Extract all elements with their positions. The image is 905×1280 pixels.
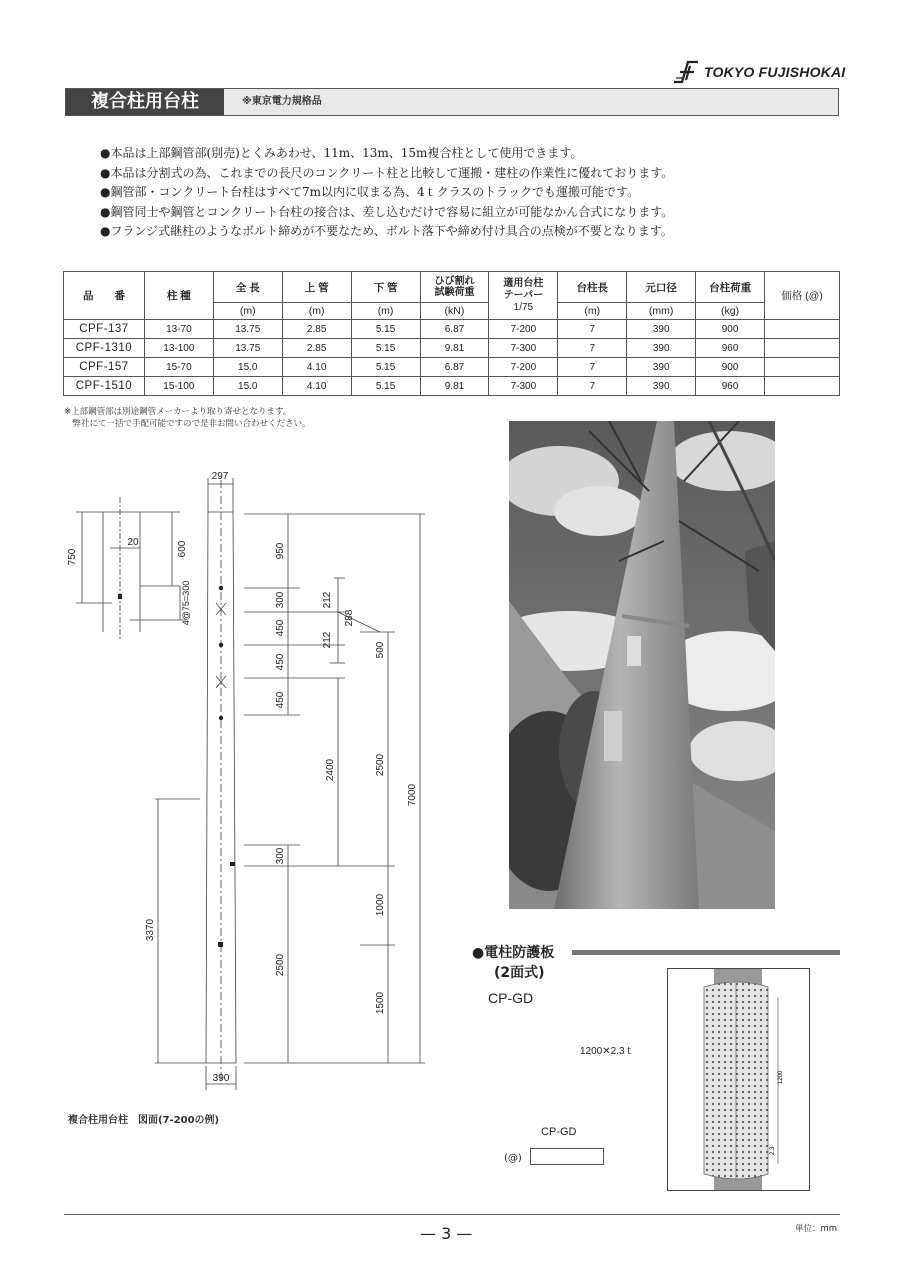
cell-total: 13.75 bbox=[213, 320, 282, 339]
col-header-price: 価格 (@) bbox=[765, 272, 840, 320]
dim-2500b: 2500 bbox=[275, 953, 286, 977]
page-title: 複合柱用台柱 bbox=[66, 89, 224, 115]
dim-300a: 300 bbox=[275, 591, 286, 609]
col-header-base-dia: 元口径 bbox=[627, 272, 696, 303]
detail-outline bbox=[103, 512, 140, 632]
footnote bbox=[64, 406, 311, 430]
fujishokai-logo-icon bbox=[672, 58, 700, 84]
dim-450c: 450 bbox=[275, 691, 286, 709]
cell-weight: 960 bbox=[696, 377, 765, 396]
col-header-code: 品 番 bbox=[64, 272, 145, 320]
dim-500: 500 bbox=[375, 641, 386, 659]
cell-crack: 6.87 bbox=[420, 358, 489, 377]
cell-code: CPF-1310 bbox=[64, 339, 145, 358]
feature-item: ●本品は上部鋼管部(別売)とくみあわせ、11m、13m、15m複合柱として使用できます。 bbox=[100, 146, 583, 160]
dim-212b: 212 bbox=[322, 631, 333, 649]
dim-2500a: 2500 bbox=[375, 753, 386, 777]
protector-code-label: CP-GD bbox=[541, 1126, 577, 1138]
unit-lower: (m) bbox=[351, 303, 420, 320]
footer-rule bbox=[64, 1214, 840, 1215]
cell-base-len: 7 bbox=[558, 377, 627, 396]
dim-2400: 2400 bbox=[325, 758, 336, 782]
footnote-line: ※上部鋼管部は別途鋼管メーカーより取り寄せとなります。 bbox=[64, 407, 292, 417]
col-header-lower: 下 管 bbox=[351, 272, 420, 303]
feature-item: ●フランジ式継柱のようなボルト締めが不要なため、ボルト落下や締め付け具合の点検が不要となります。 bbox=[100, 224, 673, 238]
dim-1000: 1000 bbox=[375, 893, 386, 917]
cell-base-len: 7 bbox=[558, 320, 627, 339]
protector-title: ●電柱防護板 bbox=[472, 945, 555, 961]
section-rule bbox=[572, 950, 840, 955]
dim-2-3: 2.3 bbox=[770, 1146, 776, 1155]
col-header-applicable bbox=[489, 272, 558, 320]
cell-weight: 960 bbox=[696, 339, 765, 358]
pole-plate bbox=[627, 636, 641, 666]
dim-1500: 1500 bbox=[375, 991, 386, 1015]
unit-crack: (kN) bbox=[420, 303, 489, 320]
unit-upper: (m) bbox=[282, 303, 351, 320]
brand-logo bbox=[672, 58, 846, 84]
protector-illustration bbox=[668, 969, 809, 1190]
dim-600: 600 bbox=[177, 540, 188, 558]
pole-drawing bbox=[55, 460, 455, 1100]
dim-20: 20 bbox=[127, 537, 139, 548]
page-number: — 3 — bbox=[420, 1224, 473, 1243]
cell-base-dia: 390 bbox=[627, 320, 696, 339]
col-header-type: 柱 種 bbox=[144, 272, 213, 320]
cell-crack: 9.81 bbox=[420, 377, 489, 396]
cell-total: 15.0 bbox=[213, 358, 282, 377]
cell-base-dia: 390 bbox=[627, 358, 696, 377]
footnote-line: 弊社にて一括で手配可能ですので是非お問い合わせください。 bbox=[64, 419, 311, 429]
cell-applicable: 7-300 bbox=[489, 377, 558, 396]
dim-3370: 3370 bbox=[145, 918, 156, 942]
col-header-base-len: 台柱長 bbox=[558, 272, 627, 303]
cell-price bbox=[765, 358, 840, 377]
cell-upper: 4.10 bbox=[282, 358, 351, 377]
table-row bbox=[64, 377, 840, 396]
title-bar bbox=[65, 88, 839, 116]
dim-450a: 450 bbox=[275, 619, 286, 637]
cell-lower: 5.15 bbox=[351, 320, 420, 339]
protector-photo bbox=[667, 968, 810, 1191]
cell-upper: 2.85 bbox=[282, 320, 351, 339]
cell-code: CPF-157 bbox=[64, 358, 145, 377]
col-header-applicable-label: 適用台柱 テーパー bbox=[503, 277, 544, 301]
cell-type: 13-70 bbox=[144, 320, 213, 339]
cell-base-len: 7 bbox=[558, 358, 627, 377]
protector-price-box bbox=[530, 1148, 604, 1165]
unit-base-len: (m) bbox=[558, 303, 627, 320]
ground-mark bbox=[218, 942, 223, 947]
protector-size: 1200✕2.3ｔ bbox=[580, 1046, 635, 1057]
cell-code: CPF-1510 bbox=[64, 377, 145, 396]
pole-plate bbox=[604, 711, 622, 761]
dim-212a: 212 bbox=[322, 591, 333, 609]
cell-type: 13-100 bbox=[144, 339, 213, 358]
dim-top-width: 297 bbox=[211, 471, 229, 482]
cell-lower: 5.15 bbox=[351, 339, 420, 358]
title-note: ※東京電力規格品 bbox=[242, 96, 322, 107]
hole-mark bbox=[219, 716, 223, 720]
feature-item: ●鋼管同士や鋼管とコンクリート台柱の接合は、差し込むだけで容易に組立が可能なかん合式になります。 bbox=[100, 204, 674, 219]
bolt-mark bbox=[230, 862, 235, 866]
unit-base-dia: (mm) bbox=[627, 303, 696, 320]
cell-price bbox=[765, 339, 840, 358]
unit-note: 単位：mm bbox=[795, 1224, 838, 1234]
cell-code: CPF-137 bbox=[64, 320, 145, 339]
cloud-shape bbox=[554, 486, 644, 536]
feature-item: ●鋼管部・コンクリート台柱はすべて7m以内に収まる為、4ｔクラスのトラックでも運搬可能です。 bbox=[100, 185, 640, 199]
cell-crack: 6.87 bbox=[420, 320, 489, 339]
hole-mark bbox=[219, 586, 223, 590]
table-row bbox=[64, 358, 840, 377]
col-header-taper-unit: 1/75 bbox=[513, 301, 534, 313]
dim-1200: 1200 bbox=[778, 1070, 784, 1084]
drawing-caption: 複合柱用台柱 図面(7-200の例) bbox=[68, 1115, 220, 1126]
cell-upper: 4.10 bbox=[282, 377, 351, 396]
cell-price bbox=[765, 320, 840, 339]
dim-bottom-width: 390 bbox=[212, 1073, 230, 1084]
cell-base-dia: 390 bbox=[627, 339, 696, 358]
dim-7000: 7000 bbox=[407, 783, 418, 807]
col-header-total: 全 長 bbox=[213, 272, 282, 303]
protector-subtitle: (2面式) bbox=[494, 965, 545, 981]
hole-mark bbox=[219, 643, 223, 647]
dim-4at75: 4@75=300 bbox=[181, 580, 191, 626]
dim-450b: 450 bbox=[275, 653, 286, 671]
col-header-upper: 上 管 bbox=[282, 272, 351, 303]
cell-crack: 9.81 bbox=[420, 339, 489, 358]
brand-name: TOKYO FUJISHOKAI bbox=[704, 64, 846, 80]
dim-300b: 300 bbox=[275, 847, 286, 865]
cell-applicable: 7-200 bbox=[489, 320, 558, 339]
col-header-crack: ひび割れ 試験荷重 bbox=[420, 272, 489, 303]
dim-750: 750 bbox=[67, 548, 78, 566]
cell-base-dia: 390 bbox=[627, 377, 696, 396]
cell-type: 15-70 bbox=[144, 358, 213, 377]
unit-total: (m) bbox=[213, 303, 282, 320]
table-row bbox=[64, 339, 840, 358]
feature-list bbox=[100, 144, 860, 242]
cell-base-len: 7 bbox=[558, 339, 627, 358]
cell-lower: 5.15 bbox=[351, 358, 420, 377]
col-header-weight: 台柱荷重 bbox=[696, 272, 765, 303]
cell-weight: 900 bbox=[696, 358, 765, 377]
pole-photo bbox=[509, 421, 775, 909]
cell-lower: 5.15 bbox=[351, 377, 420, 396]
protector-price-label: (@) bbox=[504, 1153, 522, 1164]
feature-item: ●本品は分割式の為、これまでの長尺のコンクリート柱と比較して運搬・建柱の作業性に優れております。 bbox=[100, 165, 674, 180]
dim-288: 288 bbox=[344, 609, 355, 627]
protector-code: CP-GD bbox=[488, 990, 534, 1006]
cell-type: 15-100 bbox=[144, 377, 213, 396]
cell-applicable: 7-300 bbox=[489, 339, 558, 358]
detail-mark bbox=[118, 594, 122, 599]
cell-weight: 900 bbox=[696, 320, 765, 339]
table-row bbox=[64, 320, 840, 339]
dim-950: 950 bbox=[275, 542, 286, 560]
cell-total: 15.0 bbox=[213, 377, 282, 396]
cell-total: 13.75 bbox=[213, 339, 282, 358]
unit-weight: (kg) bbox=[696, 303, 765, 320]
spec-table bbox=[63, 271, 840, 396]
cell-price bbox=[765, 377, 840, 396]
cell-applicable: 7-200 bbox=[489, 358, 558, 377]
cell-upper: 2.85 bbox=[282, 339, 351, 358]
